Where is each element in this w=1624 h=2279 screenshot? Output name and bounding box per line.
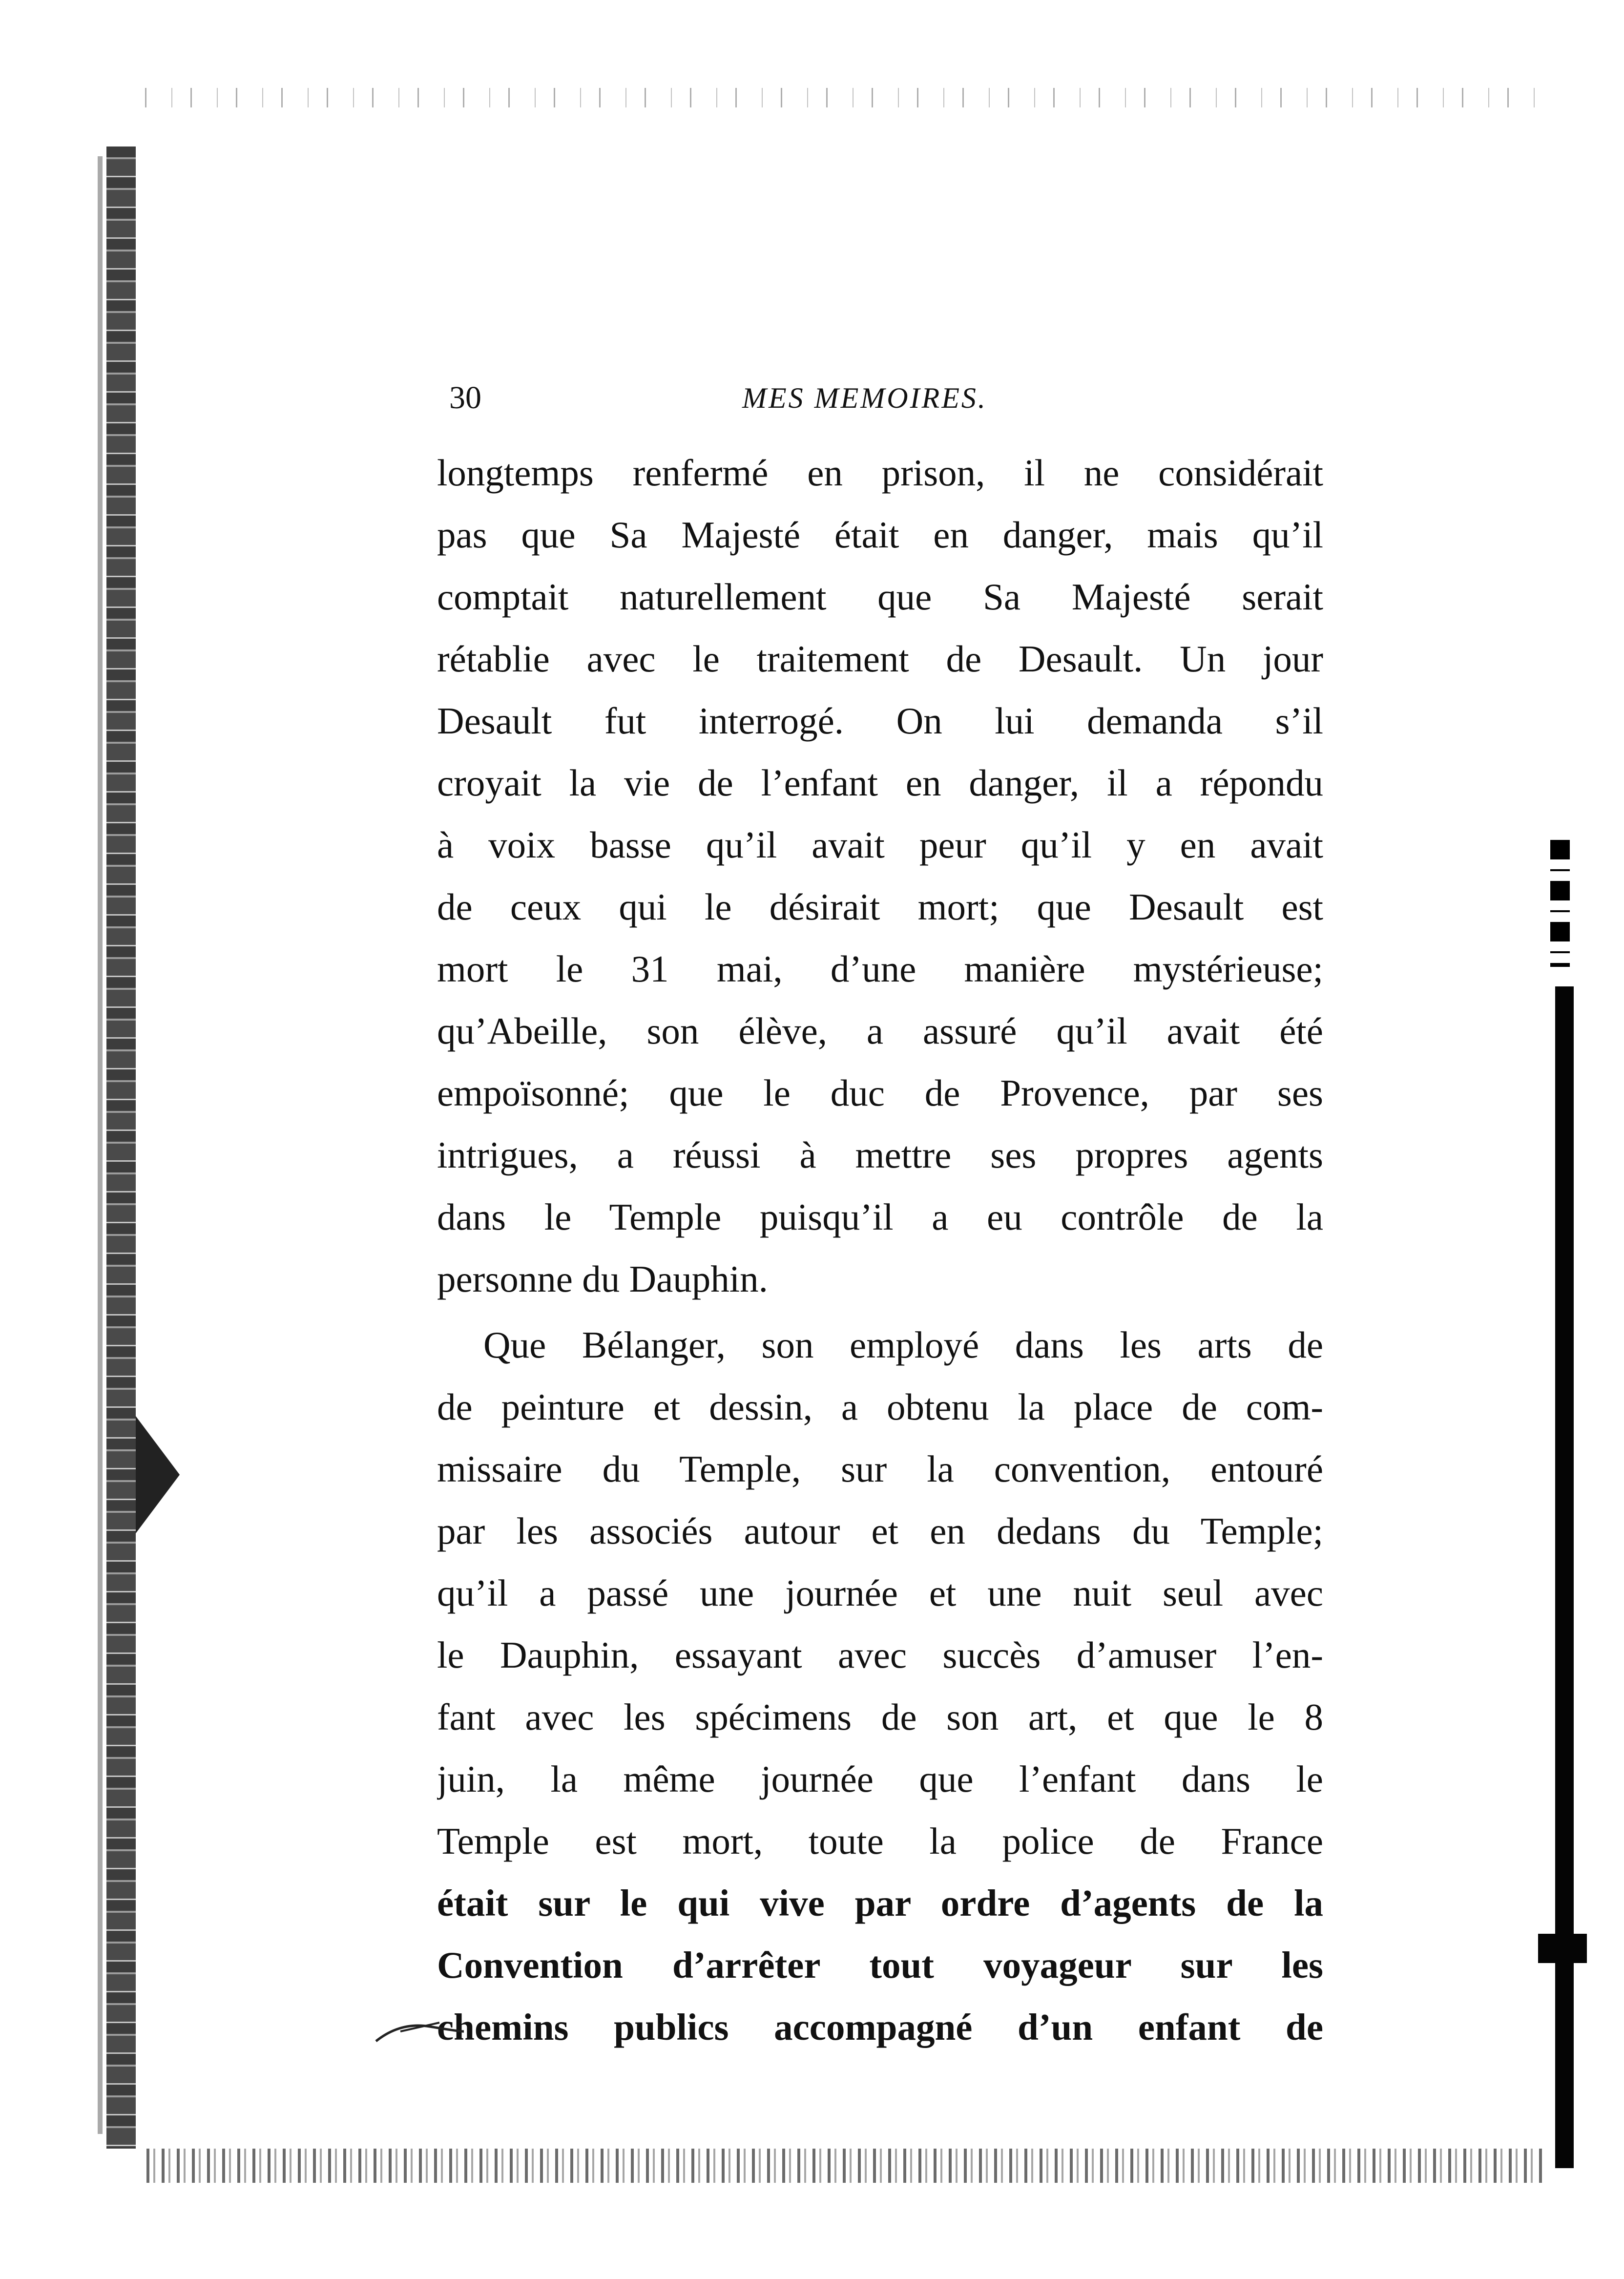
text-line: qu’il a passé une journée et une nuit seul avec xyxy=(437,1572,1323,1614)
text-line: à voix basse qu’il avait peur qu’il y en avait xyxy=(437,824,1323,866)
running-head xyxy=(449,376,1328,420)
text-line: longtemps renfermé en prison, il ne considérait xyxy=(437,452,1323,494)
text-line: missaire du Temple, sur la convention, entouré xyxy=(437,1448,1323,1490)
text-line: Desault fut interrogé. On lui demanda s’il xyxy=(437,700,1323,742)
text-line: de peinture et dessin, a obtenu la place de com- xyxy=(437,1386,1323,1428)
binding-edge-thin xyxy=(98,156,103,2134)
top-edge-speckle xyxy=(127,88,1543,107)
text-line: pas que Sa Majesté était en danger, mais qu’il xyxy=(437,514,1323,556)
text-line: Temple est mort, toute la police de France xyxy=(437,1820,1323,1862)
text-line: de ceux qui le désirait mort; que Desault est xyxy=(437,886,1323,928)
body-text xyxy=(437,442,1323,2058)
page-number: 30 xyxy=(449,380,481,416)
bottom-edge-speckle xyxy=(146,2149,1543,2183)
text-line: juin, la même journée que l’enfant dans le xyxy=(437,1758,1323,1800)
text-line: qu’Abeille, son élève, a assuré qu’il avait été xyxy=(437,1010,1323,1052)
binding-edge xyxy=(106,146,136,2149)
text-line: le Dauphin, essayant avec succès d’amuser l’en- xyxy=(437,1634,1323,1676)
text-line: empoïsonné; que le duc de Provence, par ses xyxy=(437,1072,1323,1114)
pencil-scribble xyxy=(371,2012,469,2051)
paragraph-gap xyxy=(437,1310,1323,1314)
text-line: Convention d’arrêter tout voyageur sur les xyxy=(437,1944,1323,1986)
text-line: croyait la vie de l’enfant en danger, il a répondu xyxy=(437,762,1323,804)
text-line: fant avec les spécimens de son art, et que le 8 xyxy=(437,1696,1323,1738)
text-line: comptait naturellement que Sa Majesté serait xyxy=(437,576,1323,618)
text-line: par les associés autour et en dedans du Temple; xyxy=(437,1510,1323,1552)
right-edge-bar xyxy=(1555,986,1574,2168)
text-line: chemins publics accompagné d’un enfant de xyxy=(437,2006,1323,2048)
text-line: Que Bélanger, son employé dans les arts de xyxy=(483,1324,1323,1366)
binding-notch xyxy=(136,1416,180,1533)
text-line: intrigues, a réussi à mettre ses propres agents xyxy=(437,1134,1323,1176)
text-line: mort le 31 mai, d’une manière mystérieuse; xyxy=(437,948,1323,990)
right-edge-marks xyxy=(1550,840,1570,967)
running-title: MES MEMOIRES. xyxy=(742,382,987,414)
text-line: rétablie avec le traitement de Desault. Un jour xyxy=(437,638,1323,680)
text-line: était sur le qui vive par ordre d’agents de la xyxy=(437,1882,1323,1924)
right-edge-tab xyxy=(1538,1934,1587,1963)
text-line: dans le Temple puisqu’il a eu contrôle de la xyxy=(437,1196,1323,1238)
text-line: personne du Dauphin. xyxy=(437,1258,768,1300)
